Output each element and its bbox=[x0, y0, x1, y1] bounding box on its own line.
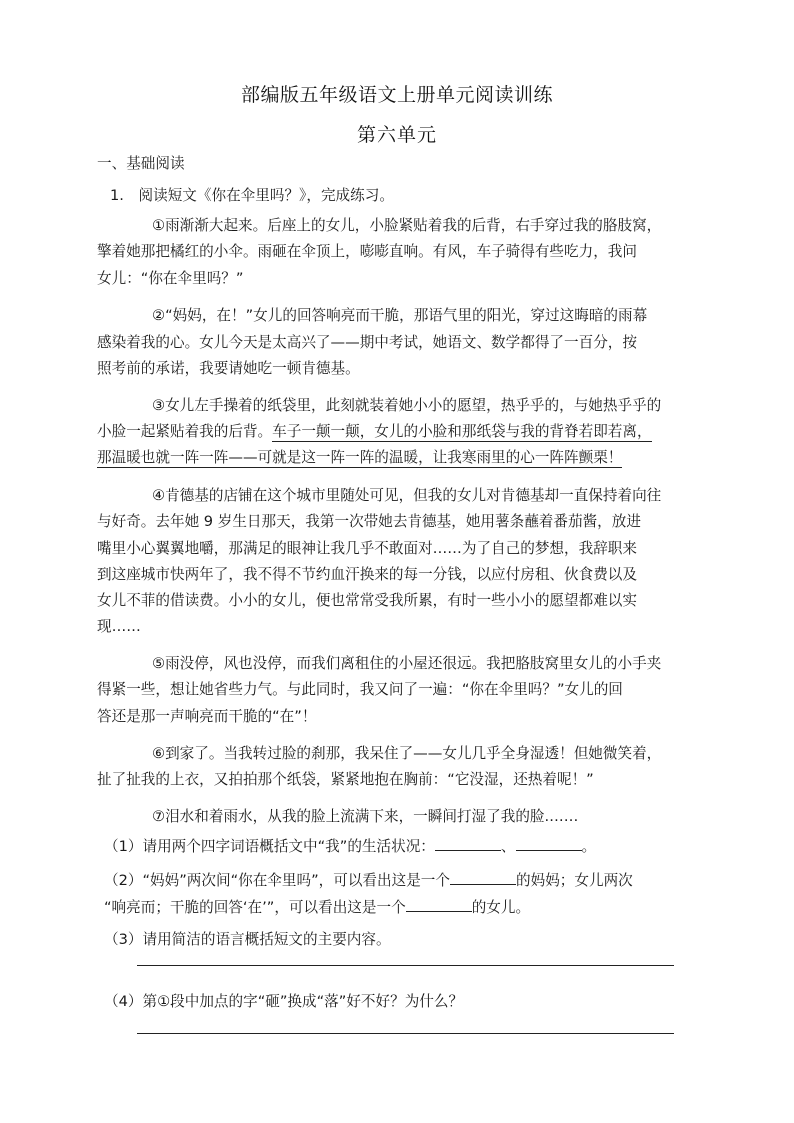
question-2-line2 bbox=[104, 897, 530, 918]
para3-line2-plain: 小脸一起紧贴着我的后背。 bbox=[97, 423, 273, 440]
para1-line1: ①雨渐渐大起来。后座上的女儿，小脸紧贴着我的后背，右手穿过我的胳肢窝， bbox=[152, 217, 662, 234]
para4-line1: ④肯德基的店铺在这个城市里随处可见，但我的女儿对肯德基却一直保持着向往 bbox=[152, 487, 662, 504]
question-intro: 1. 阅读短文《你在伞里吗？》，完成练习。 bbox=[110, 187, 394, 204]
question-1-text: （1）请用两个四字词语概括文中“我”的生活状况： bbox=[104, 838, 435, 855]
para5-line3: 答还是那一声响亮而干脆的“在”！ bbox=[97, 708, 317, 725]
para3-line2 bbox=[97, 422, 652, 442]
section-heading: 一、基础阅读 bbox=[97, 155, 185, 172]
para2-line1: ②“妈妈，在！”女儿的回答响亮而干脆，那语气里的阳光，穿过这晦暗的雨幕 bbox=[152, 307, 648, 324]
question-2-text-c: “响亮而；干脆的回答‘在’”，可以看出这是一个 bbox=[104, 899, 406, 916]
para4-line3: 嘴里小心翼翼地嚼，那满足的眼神让我几乎不敢面对……为了自己的梦想，我辞职来 bbox=[97, 540, 637, 557]
para1-line3: 女儿：“你在伞里吗？” bbox=[97, 270, 244, 287]
para4-line5: 女儿不菲的借读费。小小的女儿，便也常常受我所累，有时一些小小的愿望都难以实 bbox=[97, 592, 637, 609]
answer-line-4[interactable] bbox=[137, 1033, 674, 1034]
question-2-text-a: （2）“妈妈”两次间“你在伞里吗”，可以看出这是一个 bbox=[104, 872, 450, 889]
para5-line1: ⑤雨没停，风也没停，而我们离租住的小屋还很远。我把胳肢窝里女儿的小手夹 bbox=[152, 655, 662, 672]
question-2-text-d: 的女儿。 bbox=[471, 899, 531, 916]
answer-blank-2b[interactable] bbox=[406, 897, 472, 912]
para3-underlined-sentence-b: 那温暖也就一阵一阵——可就是这一阵一阵的温暖，让我寒雨里的心一阵阵颤栗！ bbox=[97, 449, 623, 466]
question-1-separator: 、 bbox=[500, 838, 516, 855]
document-title: 部编版五年级语文上册单元阅读训练 bbox=[240, 84, 553, 106]
question-2-line1 bbox=[104, 870, 633, 891]
para4-line2: 与好奇。去年她 9 岁生日那天，我第一次带她去肯德基，她用薯条蘸着番茄酱，放进 bbox=[97, 513, 641, 530]
question-1 bbox=[104, 836, 596, 857]
question-3: （3）请用简洁的语言概括短文的主要内容。 bbox=[104, 931, 391, 948]
para6-line2: 扯了扯我的上衣，又拍拍那个纸袋，紧紧地抱在胸前：“它没湿，还热着呢！” bbox=[97, 771, 594, 788]
answer-blank-1a[interactable] bbox=[435, 836, 501, 851]
para5-line2: 得紧一些，想让她省些力气。与此同时，我又问了一遍：“你在伞里吗？”女儿的回 bbox=[97, 681, 623, 698]
question-1-end: 。 bbox=[581, 838, 597, 855]
para7-line1: ⑦泪水和着雨水，从我的脸上流满下来，一瞬间打湿了我的脸.…… bbox=[152, 808, 579, 825]
question-4: （4）第①段中加点的字“砸”换成“落”好不好？为什么？ bbox=[104, 993, 464, 1010]
para2-line2: 感染着我的心。女儿今天是太高兴了——期中考试，她语文、数学都得了一百分，按 bbox=[97, 334, 637, 351]
unit-title: 第六单元 bbox=[356, 124, 437, 146]
para3-line3 bbox=[97, 448, 622, 468]
para3-underlined-sentence-a: 车子一颠一颠，女儿的小脸和那纸袋与我的背脊若即若离， bbox=[272, 423, 652, 440]
para3-line1: ③女儿左手操着的纸袋里，此刻就装着她小小的愿望，热乎乎的，与她热乎乎的 bbox=[152, 397, 662, 414]
answer-line-3[interactable] bbox=[137, 965, 674, 966]
para4-line6: 现…… bbox=[97, 618, 141, 635]
para4-line4: 到这座城市快两年了，我不得不节约血汗换来的每一分钱，以应付房租、伙食费以及 bbox=[97, 566, 637, 583]
answer-blank-1b[interactable] bbox=[516, 836, 582, 851]
answer-blank-2a[interactable] bbox=[450, 870, 516, 885]
para6-line1: ⑥到家了。当我转过脸的刹那，我呆住了——女儿几乎全身湿透！但她微笑着， bbox=[152, 745, 662, 762]
para1-line2: 擎着她那把橘红的小伞。雨砸在伞顶上，嘭嘭直响。有风，车子骑得有些吃力，我问 bbox=[97, 243, 637, 260]
question-2-text-b: 的妈妈；女儿两次 bbox=[516, 872, 633, 889]
para2-line3: 照考前的承诺，我要请她吃一顿肯德基。 bbox=[97, 360, 360, 377]
